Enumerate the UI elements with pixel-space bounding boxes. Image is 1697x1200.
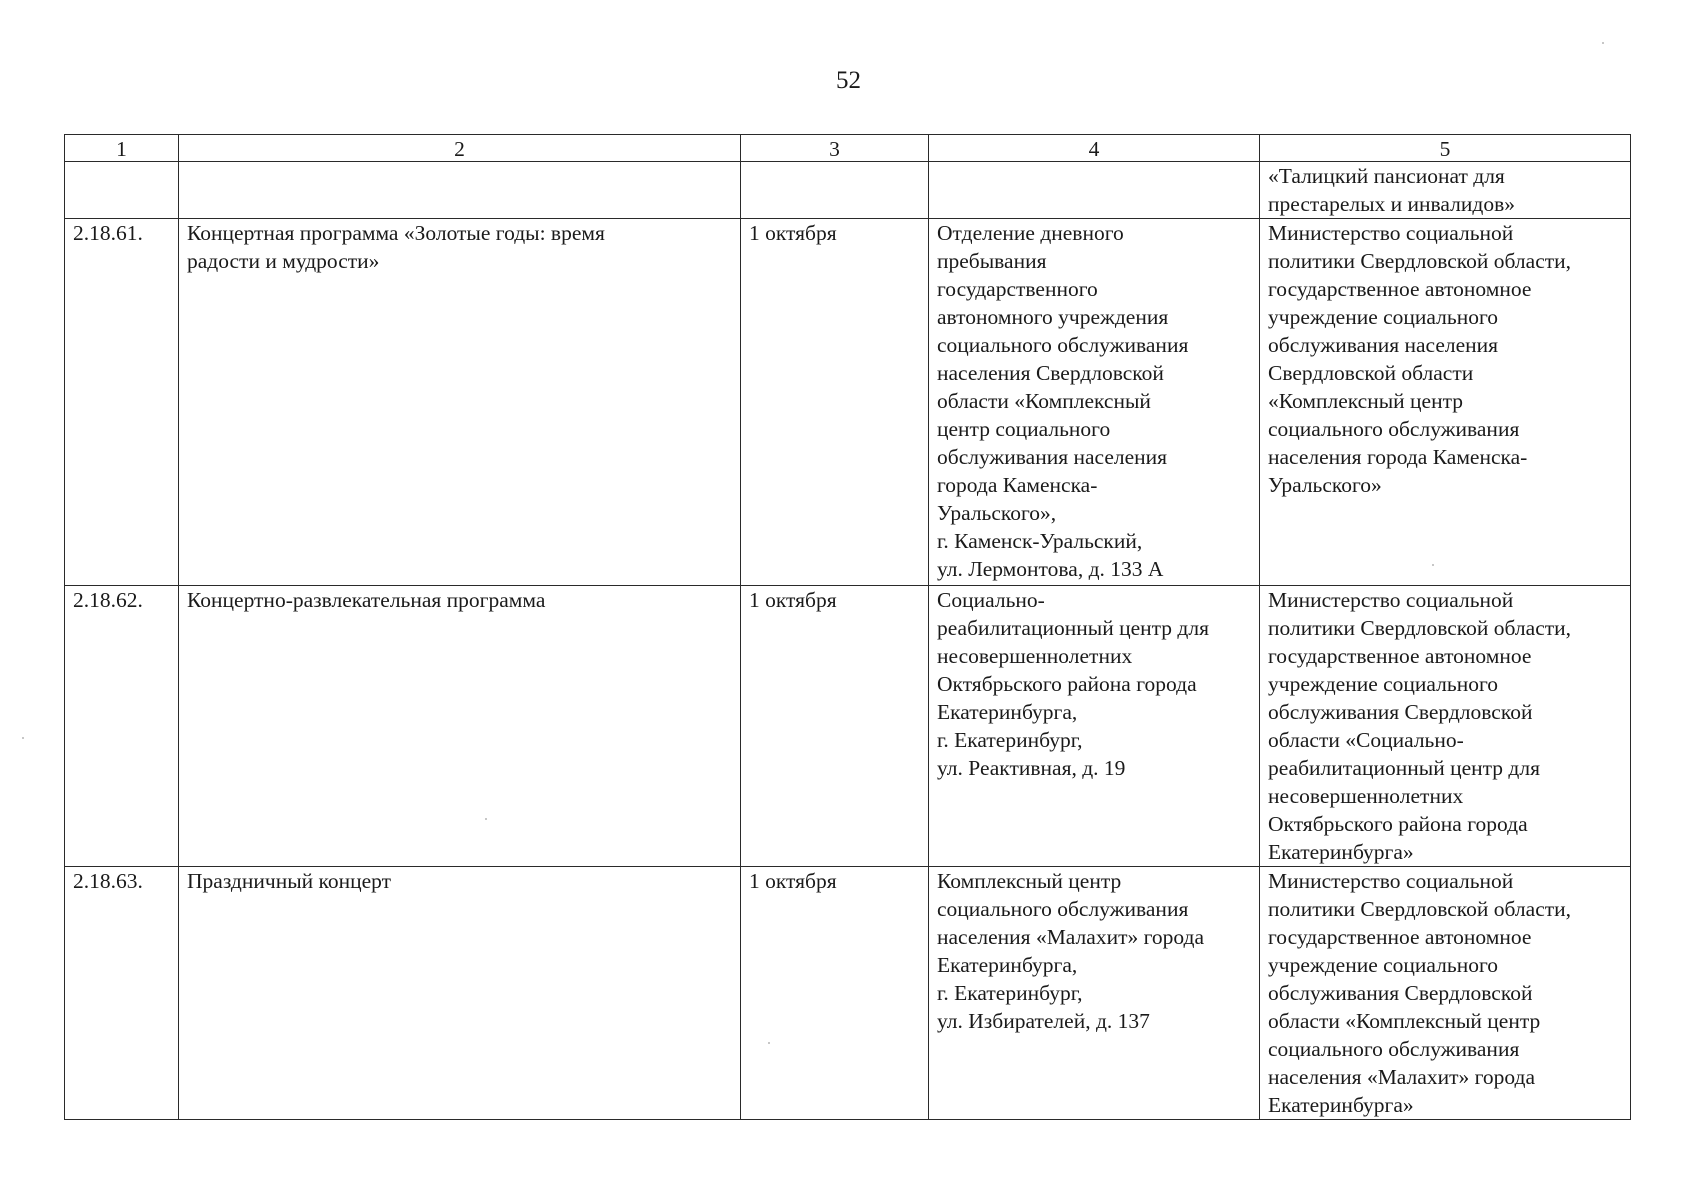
organizer-line: Министерство социальной	[1268, 588, 1514, 612]
venue-line: г. Екатеринбург,	[937, 981, 1083, 1005]
organizer-line: Уральского»	[1268, 473, 1382, 497]
column-header-5: 5	[1260, 135, 1631, 162]
organizer-line: области «Социально-	[1268, 728, 1464, 752]
venue-line: Уральского»,	[937, 501, 1057, 525]
organizer-line: Екатеринбурга»	[1268, 840, 1414, 864]
venue-line: населения Свердловской	[937, 361, 1164, 385]
venue-line: центр социального	[937, 417, 1111, 441]
organizer-line: обслуживания населения	[1268, 333, 1499, 357]
date-cell: 1 октября	[741, 586, 929, 867]
venue-line: области «Комплексный	[937, 389, 1151, 413]
scan-speck	[768, 1042, 770, 1044]
organizer-line: политики Свердловской области,	[1268, 897, 1572, 921]
table-row	[65, 867, 1631, 1120]
venue-line: г. Каменск-Уральский,	[937, 529, 1143, 553]
event-cell	[179, 867, 741, 1120]
organizer-line: «Талицкий пансионат для	[1268, 164, 1505, 188]
organizer-line: Екатеринбурга»	[1268, 1093, 1414, 1117]
row-number: 2.18.62.	[65, 586, 179, 867]
venue-line: Комплексный центр	[937, 869, 1122, 893]
venue-line: государственного	[937, 277, 1098, 301]
venue-cell	[929, 867, 1260, 1120]
venue-line: города Каменска-	[937, 473, 1098, 497]
venue-line: г. Екатеринбург,	[937, 728, 1083, 752]
organizer-line: социального обслуживания	[1268, 417, 1520, 441]
page-number: 52	[836, 67, 861, 94]
organizer-line: обслуживания Свердловской	[1268, 981, 1533, 1005]
organizer-line: государственное автономное	[1268, 277, 1532, 301]
venue-line: ул. Избирателей, д. 137	[937, 1009, 1150, 1033]
organizer-line: престарелых и инвалидов»	[1268, 192, 1515, 216]
event-line: радости и мудрости»	[187, 249, 380, 273]
organizer-line: Октябрьского района города	[1268, 812, 1528, 836]
continuation-venue-cell	[929, 162, 1260, 219]
venue-line: реабилитационный центр для	[937, 616, 1209, 640]
scan-speck	[1602, 42, 1604, 44]
organizer-line: реабилитационный центр для	[1268, 756, 1540, 780]
row-number: 2.18.61.	[65, 219, 179, 586]
organizer-line: несовершеннолетних	[1268, 784, 1464, 808]
date-cell: 1 октября	[741, 867, 929, 1120]
event-line: Концертная программа «Золотые годы: время	[187, 221, 605, 245]
event-line: Праздничный концерт	[187, 869, 392, 893]
venue-line: пребывания	[937, 249, 1047, 273]
column-header-2: 2	[179, 135, 741, 162]
event-cell	[179, 586, 741, 867]
venue-line: Социально-	[937, 588, 1045, 612]
organizer-cell	[1260, 586, 1631, 867]
scan-speck	[485, 818, 487, 820]
venue-line: автономного учреждения	[937, 305, 1169, 329]
venue-line: Екатеринбурга,	[937, 700, 1078, 724]
venue-line: Отделение дневного	[937, 221, 1124, 245]
organizer-line: политики Свердловской области,	[1268, 249, 1572, 273]
organizer-line: Министерство социальной	[1268, 221, 1514, 245]
organizer-line: области «Комплексный центр	[1268, 1009, 1541, 1033]
venue-line: обслуживания населения	[937, 445, 1168, 469]
continuation-num-cell	[65, 162, 179, 219]
table-row	[65, 219, 1631, 586]
column-header-3: 3	[741, 135, 929, 162]
venue-line: населения «Малахит» города	[937, 925, 1204, 949]
organizer-line: учреждение социального	[1268, 953, 1498, 977]
continuation-row	[65, 162, 1631, 219]
venue-line: несовершеннолетних	[937, 644, 1133, 668]
table-header-row	[65, 135, 1631, 162]
venue-cell	[929, 219, 1260, 586]
continuation-organizer-cell	[1260, 162, 1631, 219]
venue-cell	[929, 586, 1260, 867]
venue-line: Октябрьского района города	[937, 672, 1197, 696]
organizer-cell	[1260, 219, 1631, 586]
venue-line: Екатеринбурга,	[937, 953, 1078, 977]
venue-line: социального обслуживания	[937, 897, 1189, 921]
table-row	[65, 586, 1631, 867]
continuation-date-cell	[741, 162, 929, 219]
organizer-line: «Комплексный центр	[1268, 389, 1463, 413]
scan-speck	[1432, 564, 1434, 566]
organizer-line: социального обслуживания	[1268, 1037, 1520, 1061]
organizer-line: обслуживания Свердловской	[1268, 700, 1533, 724]
venue-line: социального обслуживания	[937, 333, 1189, 357]
organizer-line: населения «Малахит» города	[1268, 1065, 1535, 1089]
date-cell: 1 октября	[741, 219, 929, 586]
organizer-line: населения города Каменска-	[1268, 445, 1528, 469]
events-table	[64, 134, 1631, 1120]
organizer-cell	[1260, 867, 1631, 1120]
row-number: 2.18.63.	[65, 867, 179, 1120]
continuation-event-cell	[179, 162, 741, 219]
organizer-line: государственное автономное	[1268, 644, 1532, 668]
organizer-line: Свердловской области	[1268, 361, 1474, 385]
organizer-line: Министерство социальной	[1268, 869, 1514, 893]
venue-line: ул. Реактивная, д. 19	[937, 756, 1126, 780]
column-header-1: 1	[65, 135, 179, 162]
scan-speck	[22, 737, 24, 739]
column-header-4: 4	[929, 135, 1260, 162]
organizer-line: политики Свердловской области,	[1268, 616, 1572, 640]
organizer-line: учреждение социального	[1268, 672, 1498, 696]
organizer-line: учреждение социального	[1268, 305, 1498, 329]
venue-line: ул. Лермонтова, д. 133 А	[937, 557, 1164, 581]
event-cell	[179, 219, 741, 586]
event-line: Концертно-развлекательная программа	[187, 588, 546, 612]
organizer-line: государственное автономное	[1268, 925, 1532, 949]
